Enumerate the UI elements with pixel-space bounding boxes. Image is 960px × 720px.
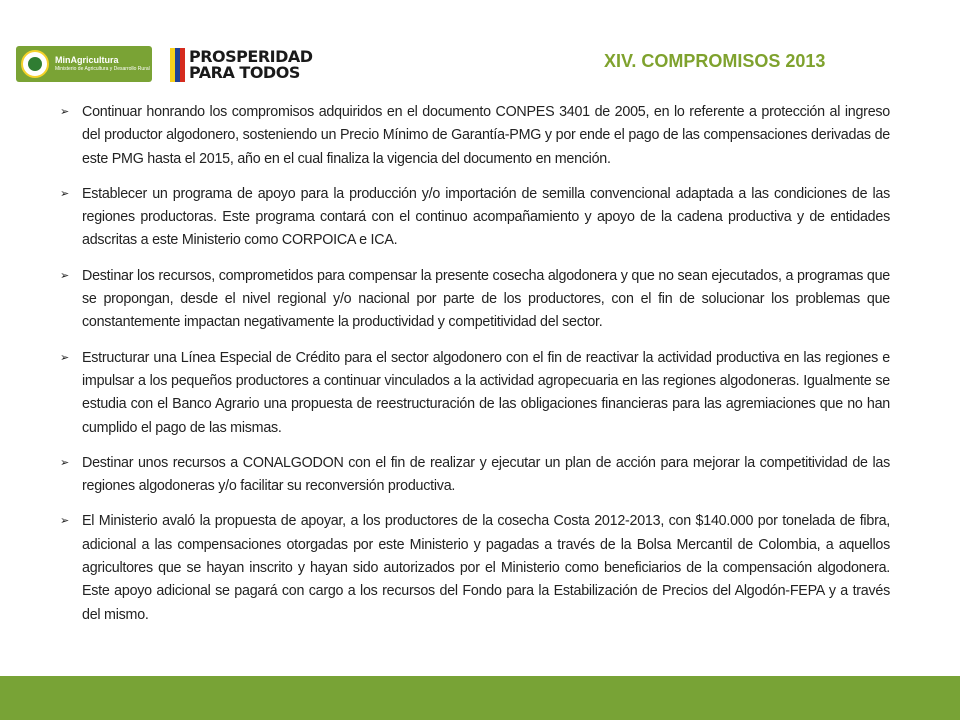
arrow-bullet-icon: ➢: [60, 187, 69, 200]
arrow-bullet-icon: ➢: [60, 106, 69, 118]
footer-bar: [0, 676, 960, 720]
arrow-bullet-icon: ➢: [60, 351, 69, 364]
list-item: [60, 452, 890, 499]
bullet-text: Estructurar una Línea Especial de Crédito para el sector algodonero con el fin de reactivar la actividad productiva en las regiones e impulsar a los pequeños productores a continuar vinculados a la actividad agropecuaria en las regiones algodoneras. Igualmente se estudia con el Banco Agrario una propuesta de reestructuración de las obligaciones financieras para las agremiaciones que no han cumplido el pago de las mismas.: [82, 349, 890, 436]
prosperidad-line1: PROSPERIDAD: [189, 47, 313, 66]
list-item: [60, 265, 890, 335]
colombia-flag-icon: [170, 48, 185, 82]
commitments-list: [60, 101, 890, 627]
bullet-text: El Ministerio avaló la propuesta de apoyar, a los productores de la cosecha Costa 2012-2013, con $140.000 por tonelada de fibra, adicional a las compensaciones otorgadas por este Ministerio y pagadas a través de la Bolsa Mercantil de Colombia, a aquellos agricultores que se hayan inscrito y hayan sido autorizados por el Ministerio como beneficiarios de la compensación algodonera. Este apoyo adicional se pagará con cargo a los recursos del Fondo para la Estabilización de Precios del Algodón-FEPA y a través del mismo.: [82, 513, 890, 623]
arrow-bullet-icon: ➢: [60, 269, 69, 282]
colombia-seal-icon: [21, 50, 49, 78]
prosperidad-logo: [170, 47, 313, 83]
ministry-name: MinAgricultura: [55, 55, 119, 65]
list-item: [60, 183, 890, 253]
list-item: [60, 510, 890, 626]
bullet-text: Establecer un programa de apoyo para la producción y/o importación de semilla convencional adaptada a las condiciones de las regiones productoras. Este programa contará con el continuo acompañamiento y apoyo de la cadena productiva y de entidades adscritas a este Ministerio como CORPOICA e ICA.: [82, 185, 890, 249]
arrow-bullet-icon: ➢: [60, 456, 69, 469]
minagricultura-logo: [16, 46, 152, 82]
list-item: [60, 101, 890, 171]
arrow-bullet-icon: ➢: [60, 515, 69, 528]
page-title: XIV. COMPROMISOS 2013: [604, 51, 826, 71]
prosperidad-line2: PARA TODOS: [189, 63, 300, 82]
bullet-text: Continuar honrando los compromisos adquiridos en el documento CONPES 3401 de 2005, en lo referente a protección al ingreso del productor algodonero, sosteniendo un Precio Mínimo de Garantía-PMG y por ende el pago de las compensaciones derivadas de este PMG hasta el 2015, año en el cual finaliza la vigencia del documento en mención.: [82, 104, 890, 167]
bullet-text: Destinar unos recursos a CONALGODON con el fin de realizar y ejecutar un plan de acción para mejorar la competitividad de las regiones algodoneras y/o facilitar su reconversión productiva.: [82, 454, 890, 495]
bullet-text: Destinar los recursos, comprometidos para compensar la presente cosecha algodonera y que no sean ejecutados, a programas que se propongan, desde el nivel regional y/o nacional por parte de los productores, con el fin de solucionar los problemas que constantemente impactan negativamente la productividad y competitividad del sector.: [82, 267, 890, 331]
list-item: [60, 347, 890, 440]
ministry-subtitle: Ministerio de Agricultura y Desarrollo Rural: [55, 66, 150, 72]
